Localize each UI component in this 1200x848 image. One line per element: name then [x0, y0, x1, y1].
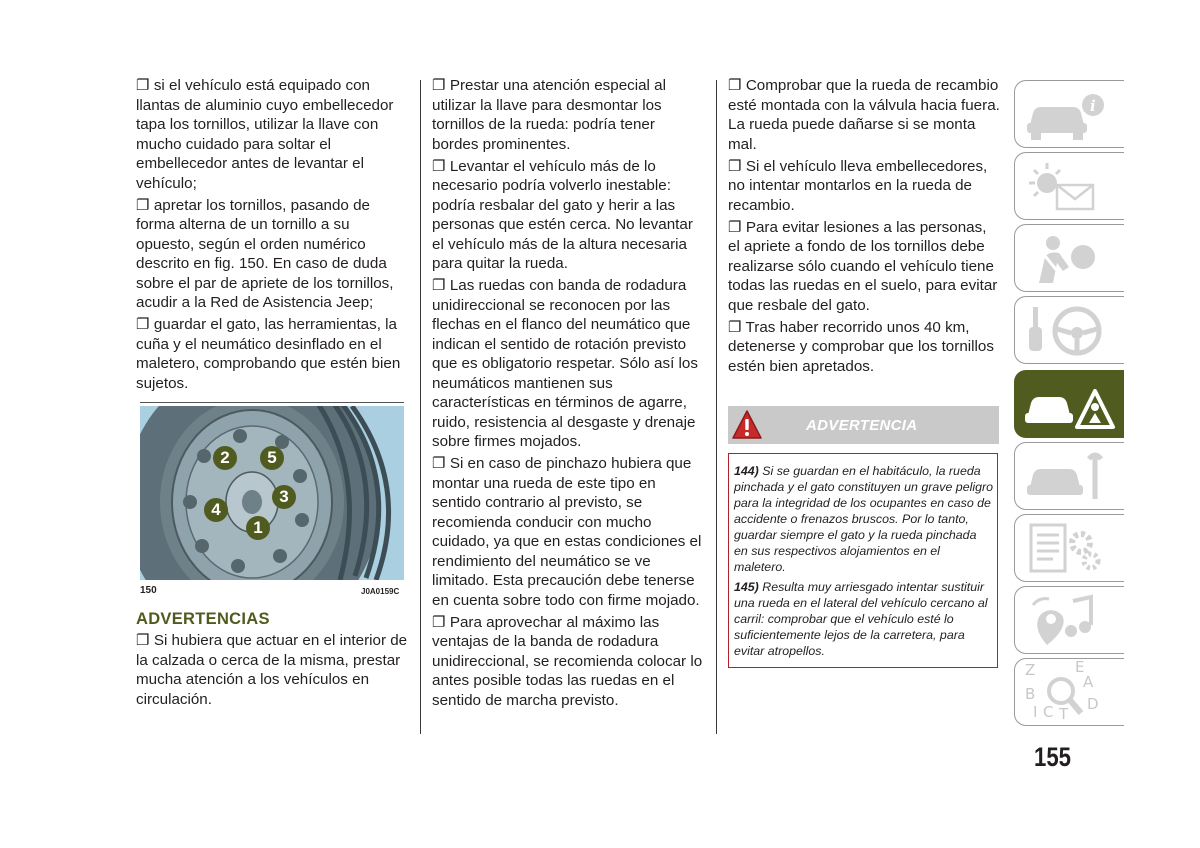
- bullet-paragraph: ❐ apretar los tornillos, pasando de forma alterna de un tornillo a su opuesto, según el orden numérico descrito en fig. 150. En caso de duda sobre el par de apriete de los tornillos, acudir a la Red de Asistencia Jeep;: [136, 196, 394, 311]
- warning-title: ADVERTENCIA: [806, 417, 918, 434]
- advertencias-text: ❐ Si hubiera que actuar en el interior de la calzada o cerca de la misma, prestar mucha atención a los vehículos en circulación.: [136, 632, 408, 708]
- bullet-paragraph: ❐ Comprobar que la rueda de recambio esté montada con la válvula hacia fuera. La rueda puede dañarse si se monta mal.: [728, 77, 1000, 153]
- bullet-paragraph: ❐ Levantar el vehículo más de lo necesario podría volverlo inestable: podría resbalar del gato y herir a las personas que estén cerca. No levantar el vehículo más de la altura necesaria para quitar la rueda.: [432, 157, 693, 272]
- steering-key-icon: [1019, 299, 1119, 363]
- bullet-paragraph: ❐ Prestar una atención especial al utilizar la llave para desmontar los tornillos de la rueda: podría tener bordes prominentes.: [432, 77, 666, 153]
- warning-header: [728, 406, 999, 444]
- bullet-paragraph: ❐ guardar el gato, las herramientas, la cuña y el neumático desinflado en el maletero, comprobando que estén bien sujetos.: [136, 316, 401, 392]
- note-number: 144): [734, 464, 759, 478]
- advertencias-heading: ADVERTENCIAS: [136, 610, 270, 628]
- bolt-label-1: 1: [246, 516, 270, 540]
- index-letters: Z E B A C T D I: [1025, 658, 1099, 723]
- bullet-paragraph: ❐ Tras haber recorrido unos 40 km, detenerse y comprobar que los tornillos estén bien apretados.: [728, 318, 994, 375]
- lights-indicators-icon: [1019, 155, 1119, 219]
- figure-code: J0A0159C: [361, 587, 400, 596]
- warning-note: 144) Si se guardan en el habitáculo, la rueda pinchada y el gato constituyen un grave peligro para la integridad de los ocupantes en caso de accidente o frenazos bruscos. Por lo tanto, guardar siempre el gato y la rueda pinchada en sus respectivos alojamientos en el maletero.: [734, 464, 993, 574]
- warning-note: 145) Resulta muy arriesgado intentar sustituir una rueda en el lateral del vehículo cercano al carril: comprobar que el vehículo esté lo suficientemente lejos de la carretera, para evitar atropellos.: [734, 580, 988, 658]
- multimedia-icon: [1019, 589, 1119, 653]
- car-info-icon: [1019, 83, 1119, 147]
- bullet-paragraph: ❐ Las ruedas con banda de rodadura unidireccional se reconocen por las flechas en el flanco del neumático que indican el sentido de rotación previsto que es obligatorio respetar. Sólo así los neumáticos mantienen sus características en términos de agarre, ruido, resistencia al desgaste y drenaje sobre firmes mojados.: [432, 277, 698, 450]
- tab-car-info[interactable]: [1014, 80, 1124, 148]
- figure-number: 150: [140, 585, 157, 596]
- bolt-label-2: 2: [213, 446, 237, 470]
- bullet-paragraph: ❐ si el vehículo está equipado con llantas de aluminio cuyo embellecedor tapa los tornillos, utilizar la llave con mucho cuidado para soltar el embellecedor antes de levantar el vehículo;: [136, 77, 394, 192]
- tab-steering[interactable]: [1014, 296, 1124, 364]
- svg-text:i: i: [1090, 97, 1096, 115]
- technical-data-icon: [1019, 517, 1119, 581]
- bullet-paragraph: ❐ Si en caso de pinchazo hubiera que montar una rueda de este tipo en sentido contrario al previsto, se recomienda conducir con mucho cuidado, ya que en estas condiciones el rendimiento del neumático se ve limitado. Esta precaución debe tenerse en cuenta sobre todo con firme mojado.: [432, 455, 702, 609]
- bolt-label-4: 4: [204, 498, 228, 522]
- figure-150: [136, 402, 404, 602]
- bolt-label-5: 5: [260, 446, 284, 470]
- column-divider: [716, 80, 717, 734]
- column-1: [136, 76, 410, 396]
- tab-multimedia[interactable]: [1014, 586, 1124, 654]
- bolt-label-3: 3: [272, 485, 296, 509]
- column-3: [728, 76, 1000, 379]
- tab-technical-data[interactable]: [1014, 514, 1124, 582]
- tab-index[interactable]: [1014, 658, 1124, 726]
- tab-lights-indicators[interactable]: [1014, 152, 1124, 220]
- bullet-paragraph: ❐ Si el vehículo lleva embellecedores, no intentar montarlos en la rueda de recambio.: [728, 157, 988, 214]
- bullet-paragraph: ❐ Para aprovechar al máximo las ventajas de la banda de rodadura unidireccional, se recomienda colocar lo antes posible todas las ruedas en el sentido de marcha previsto.: [432, 613, 703, 709]
- tab-emergency[interactable]: [1014, 370, 1124, 438]
- note-number: 145): [734, 580, 759, 594]
- tab-safety[interactable]: [1014, 224, 1124, 292]
- car-maintenance-icon: [1019, 445, 1119, 509]
- warning-triangle-icon: [731, 409, 763, 441]
- safety-airbag-icon: [1019, 227, 1119, 291]
- emergency-icon: [1019, 373, 1119, 437]
- page-number: 155: [1034, 742, 1071, 772]
- bullet-paragraph: ❐ Para evitar lesiones a las personas, el apriete a fondo de los tornillos debe realizarse sólo cuando el vehículo tiene todas las ruedas en el suelo, para evitar que resbale del gato.: [728, 218, 998, 314]
- column-divider: [420, 80, 421, 734]
- tab-maintenance[interactable]: [1014, 442, 1124, 510]
- warning-box: [728, 453, 998, 668]
- column-2: [432, 76, 704, 713]
